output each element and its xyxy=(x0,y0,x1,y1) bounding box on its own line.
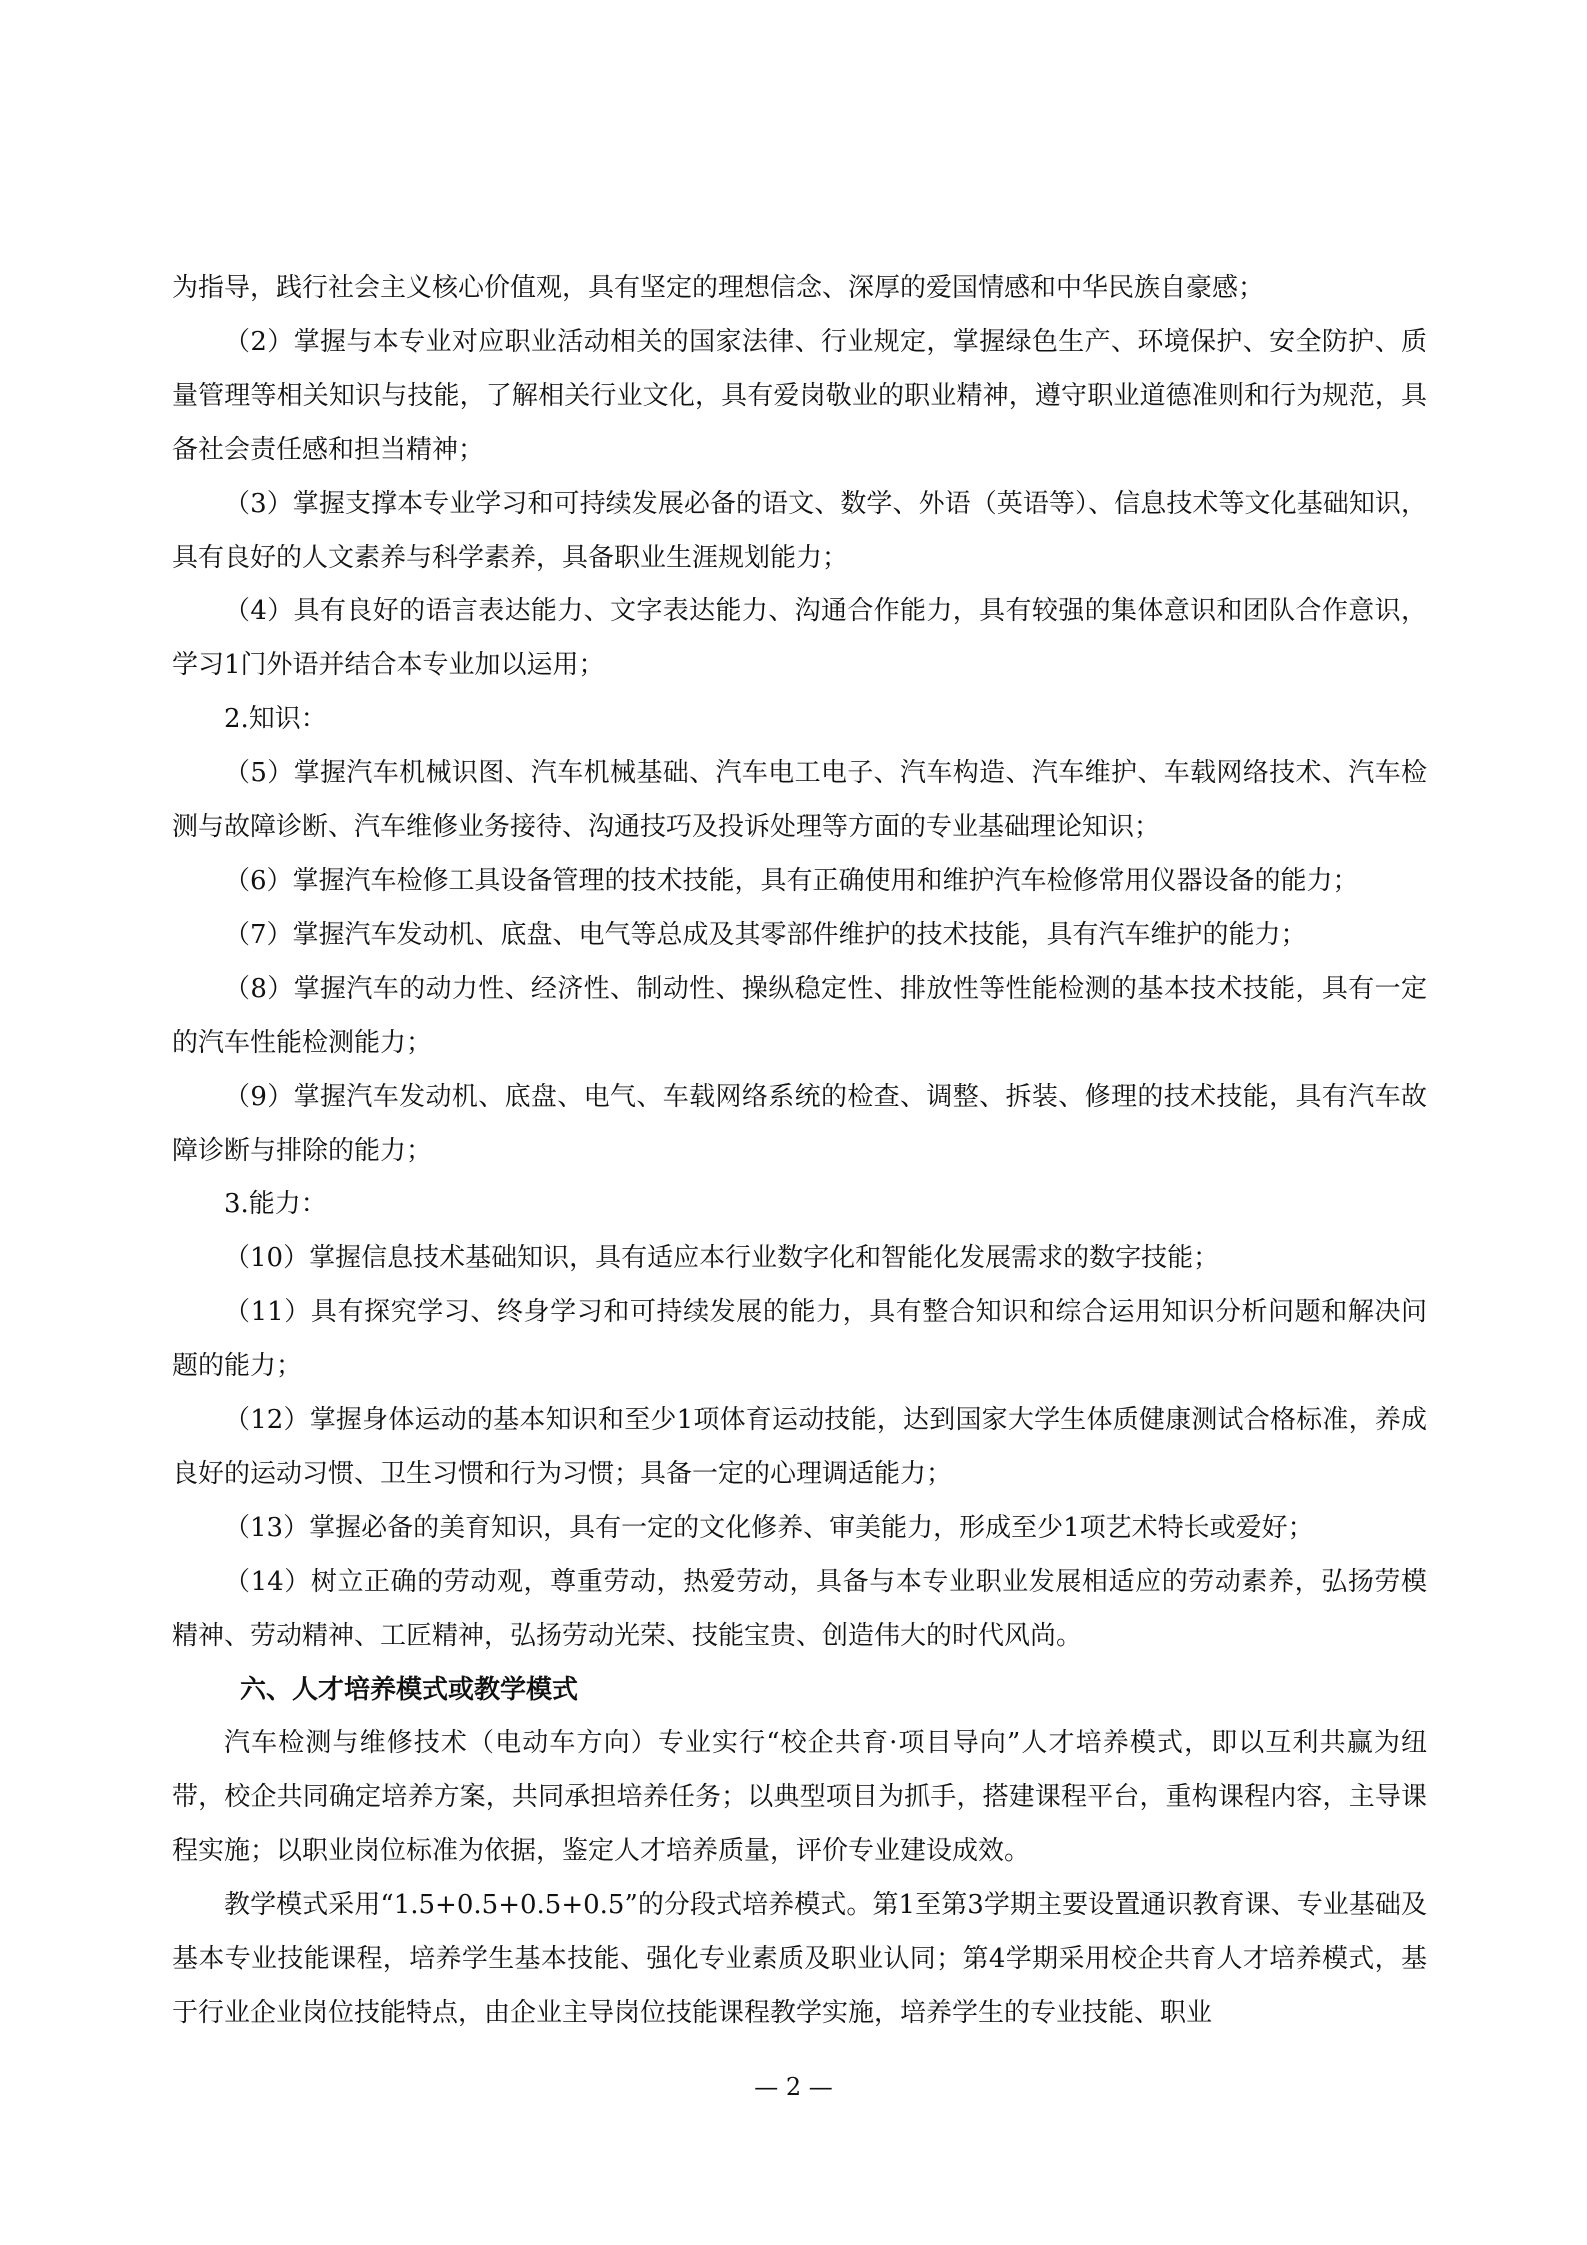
paragraph-teaching-mode: 教学模式采用“1.5+0.5+0.5+0.5”的分段式培养模式。第1至第3学期主要设置通识教育课、专业基础及基本专业技能课程，培养学生基本技能、强化专业素质及职业认同；第4学期采用校企共育人才培养模式，基于行业企业岗位技能特点，由企业主导岗位技能课程教学实施，培养学生的专业技能、职业 xyxy=(172,1890,1427,2028)
subheading-ability: 3.能力： xyxy=(224,1189,327,1220)
paragraph-item-12: （12）掌握身体运动的基本知识和至少1项体育运动技能，达到国家大学生体质健康测试合格标准，养成良好的运动习惯、卫生习惯和行为习惯；具备一定的心理调适能力； xyxy=(172,1405,1427,1489)
paragraph-item-10: （10）掌握信息技术基础知识，具有适应本行业数字化和智能化发展需求的数字技能； xyxy=(224,1243,1220,1274)
paragraph-item-14: （14）树立正确的劳动观，尊重劳动，热爱劳动，具备与本专业职业发展相适应的劳动素养，弘扬劳模精神、劳动精神、工匠精神，弘扬劳动光荣、技能宝贵、创造伟大的时代风尚。 xyxy=(172,1566,1427,1651)
paragraph-item-2: （2）掌握与本专业对应职业活动相关的国家法律、行业规定，掌握绿色生产、环境保护、安全防护、质量管理等相关知识与技能，了解相关行业文化，具有爱岗敬业的职业精神，遵守职业道德准则和行为规范，具备社会责任感和担当精神； xyxy=(172,326,1427,465)
subheading-knowledge: 2.知识： xyxy=(224,704,327,735)
paragraph-item-9: （9）掌握汽车发动机、底盘、电气、车载网络系统的检查、调整、拆装、修理的技术技能，具有汽车故障诊断与排除的能力； xyxy=(172,1081,1427,1166)
document-body xyxy=(172,262,1427,2041)
paragraph-continuation: 为指导，践行社会主义核心价值观，具有坚定的理想信念、深厚的爱国情感和中华民族自豪感； xyxy=(172,273,1265,303)
section-heading-6: 六、人才培养模式或教学模式 xyxy=(240,1674,579,1705)
paragraph-item-7: （7）掌握汽车发动机、底盘、电气等总成及其零部件维护的技术技能，具有汽车维护的能力； xyxy=(224,919,1307,950)
paragraph-training-mode: 汽车检测与维修技术（电动车方向）专业实行“校企共育·项目导向”人才培养模式，即以互利共赢为纽带，校企共同确定培养方案，共同承担培养任务；以典型项目为抓手，搭建课程平台，重构课程内容，主导课程实施；以职业岗位标准为依据，鉴定人才培养质量，评价专业建设成效。 xyxy=(172,1728,1427,1867)
paragraph-item-4: （4）具有良好的语言表达能力、文字表达能力、沟通合作能力，具有较强的集体意识和团队合作意识，学习1门外语并结合本专业加以运用； xyxy=(172,596,1427,681)
paragraph-item-5: （5）掌握汽车机械识图、汽车机械基础、汽车电工电子、汽车构造、汽车维护、车载网络技术、汽车检测与故障诊断、汽车维修业务接待、沟通技巧及投诉处理等方面的专业基础理论知识； xyxy=(172,758,1427,843)
page-number: — 2 — xyxy=(754,2073,833,2101)
paragraph-item-11: （11）具有探究学习、终身学习和可持续发展的能力，具有整合知识和综合运用知识分析问题和解决问题的能力； xyxy=(172,1297,1427,1382)
paragraph-item-6: （6）掌握汽车检修工具设备管理的技术技能，具有正确使用和维护汽车检修常用仪器设备的能力； xyxy=(224,865,1359,896)
paragraph-item-3: （3）掌握支撑本专业学习和可持续发展必备的语文、数学、外语（英语等）、信息技术等文化基础知识，具有良好的人文素养与科学素养，具备职业生涯规划能力； xyxy=(172,488,1427,573)
paragraph-item-8: （8）掌握汽车的动力性、经济性、制动性、操纵稳定性、排放性等性能检测的基本技术技能，具有一定的汽车性能检测能力； xyxy=(172,973,1427,1058)
paragraph-item-13: （13）掌握必备的美育知识，具有一定的文化修养、审美能力，形成至少1项艺术特长或爱好； xyxy=(224,1512,1314,1543)
